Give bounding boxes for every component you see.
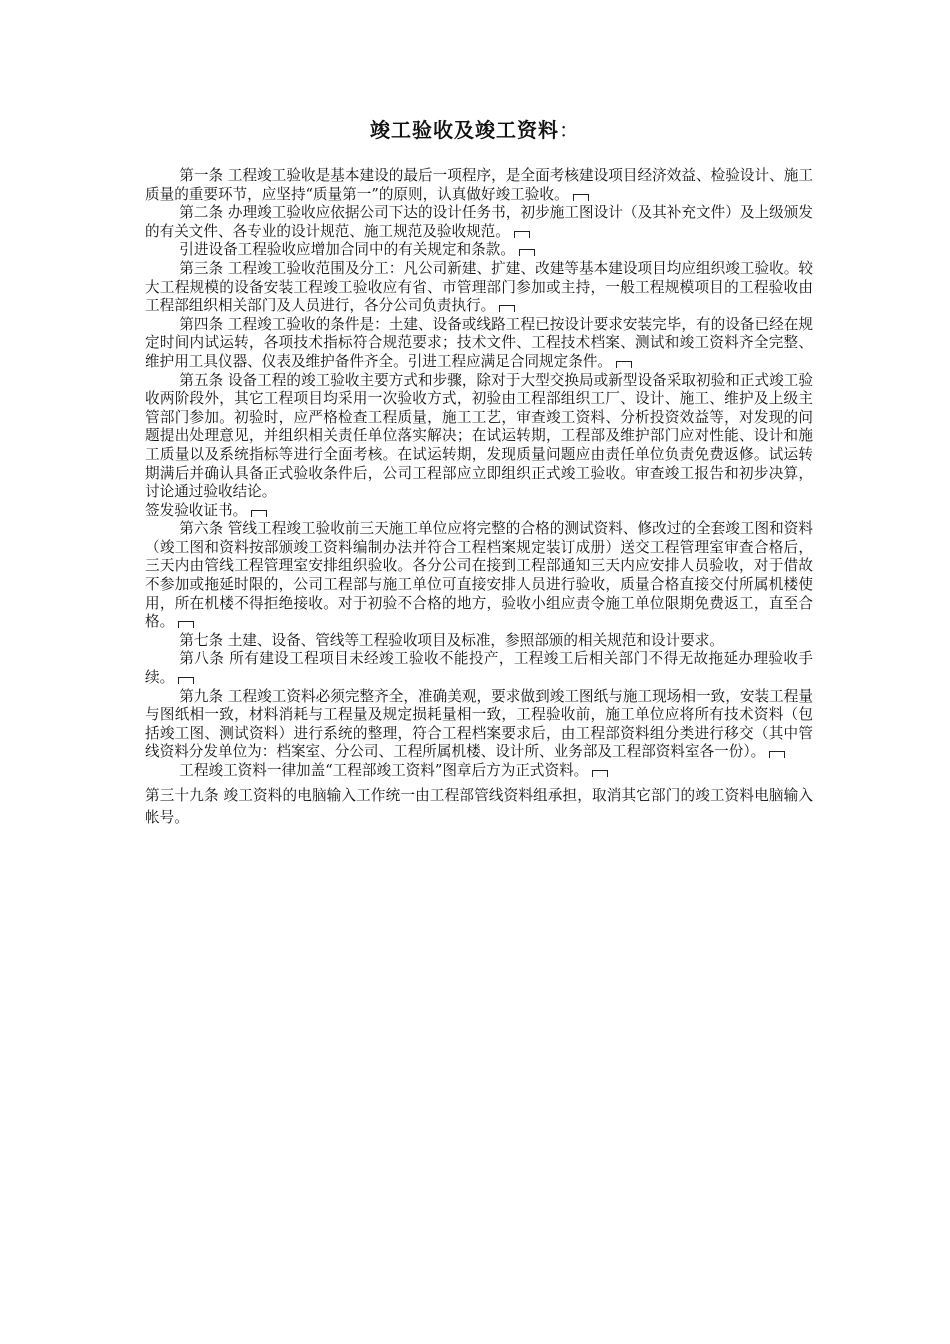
paragraph-mark-icon — [769, 751, 785, 758]
paragraph-mark-icon — [499, 305, 515, 312]
paragraph-mark-icon — [178, 677, 194, 684]
title-colon: ： — [559, 118, 580, 142]
article-7 — [145, 632, 813, 651]
article-2-supplement — [145, 241, 813, 260]
article-5-continuation — [145, 502, 813, 521]
document-body — [145, 167, 813, 829]
article-9-supplement-text: 工程竣工资料一律加盖“工程部竣工资料”图章后方为正式资料。 — [179, 762, 589, 779]
article-5-continuation-text: 签发验收证书。 — [145, 501, 248, 519]
article-4-text: 第四条 工程竣工验收的条件是：土建、设备或线路工程已按设计要求安装完毕，有的设备已经在规定时间内试运转，各项技术指标符合规范要求；技术文件、工程技术档案、测试和竣工资料齐全完整、维护用工具仪器、仪表及维护备件齐全。引进工程应满足合同规定条件。 — [145, 315, 813, 370]
article-3 — [145, 260, 813, 316]
paragraph-mark-icon — [514, 231, 530, 238]
article-39-text: 第三十九条 竣工资料的电脑输入工作统一由工程部管线资料组承担，取消其它部门的竣工资料电脑输入帐号。 — [145, 786, 813, 826]
article-9 — [145, 688, 813, 762]
document-title — [0, 116, 950, 144]
title-text: 竣工验收及竣工资料 — [370, 118, 559, 142]
article-5 — [145, 372, 813, 502]
paragraph-mark-icon — [616, 361, 632, 368]
article-9-text: 第九条 工程竣工资料必须完整齐全，准确美观，要求做到竣工图纸与施工现场相一致，安装工程量与图纸相一致，材料消耗与工程量及规定损耗量相一致，工程验收前，施工单位应将所有技术资料（包括竣工图、测试资料）进行系统的整理，符合工程档案要求后，由工程部资料组分类进行移交（其中管线资料分发单位为：档案室、分公司、工程所属机楼、设计所、业务部及工程部资料室各一份）。 — [145, 687, 813, 761]
article-9-supplement — [145, 762, 813, 781]
article-8-text: 第八条 所有建设工程项目未经竣工验收不能投产，工程竣工后相关部门不得无故拖延办理验收手续。 — [145, 650, 813, 687]
article-6-text: 第六条 管线工程竣工验收前三天施工单位应将完整的合格的测试资料、修改过的全套竣工图和资料（竣工图和资料按部颁竣工资料编制办法并符合工程档案规定装订成册）送交工程管理室审查合格后，三天内由管线工程管理室安排组织验收。各分公司在接到工程部通知三天内应安排人员验收，对于借故不参加或拖延时限的，公司工程部与施工单位可直接安排人员进行验收，质量合格直接交付所属机楼使用，所在机楼不得拒绝接收。对于初验不合格的地方，验收小组应责令施工单位限期免费返工，直至合格。 — [145, 520, 813, 631]
article-1-text: 第一条 工程竣工验收是基本建设的最后一项程序，是全面考核建设项目经济效益、检验设计、施工质量的重要环节，应坚持“质量第一”的原则，认真做好竣工验收。 — [145, 167, 813, 203]
article-39 — [145, 785, 813, 829]
article-2-text: 第二条 办理竣工验收应依据公司下达的设计任务书，初步施工图设计（及其补充文件）及上级颁发的有关文件、各专业的设计规范、施工规范及验收规范。 — [145, 204, 813, 240]
article-2 — [145, 204, 813, 241]
article-4 — [145, 316, 813, 372]
article-1 — [145, 167, 813, 204]
paragraph-mark-icon — [251, 510, 267, 517]
paragraph-mark-icon — [573, 194, 589, 201]
article-7-text: 第七条 土建、设备、管线等工程验收项目及标准，参照部颁的相关规范和设计要求。 — [179, 631, 724, 649]
article-6 — [145, 520, 813, 632]
article-2-supplement-text: 引进设备工程验收应增加合同中的有关规定和条款。 — [179, 241, 515, 259]
paragraph-mark-icon — [592, 770, 608, 777]
article-3-text: 第三条 工程竣工验收范围及分工：凡公司新建、扩建、改建等基本建设项目均应组织竣工验收。较大工程规模的设备安装工程竣工验收应有省、市管理部门参加或主持，一般工程规模项目的工程验收由工程部组织相关部门及人员进行，各分公司负责执行。 — [145, 259, 813, 315]
paragraph-mark-icon — [178, 621, 194, 628]
article-5-text: 第五条 设备工程的竣工验收主要方式和步骤，除对于大型交换局或新型设备采取初验和正式竣工验收两阶段外，其它工程项目均采用一次验收方式，初验由工程部组织工厂、设计、施工、维护及上级主管部门参加。初验时，应严格检查工程质量，施工工艺，审查竣工资料、分析投资效益等，对发现的问题提出处理意见，并组织相关责任单位落实解决；在试运转期，工程部及维护部门应对性能、设计和施工质量以及系统指标等进行全面考核。在试运转期，发现质量问题应由责任单位负责免费返修。试运转期满后并确认具备正式验收条件后，公司工程部应立即组织正式竣工验收。审查竣工报告和初步决算，讨论通过验收结论。 — [145, 371, 813, 501]
article-8 — [145, 650, 813, 687]
paragraph-mark-icon — [519, 249, 535, 256]
